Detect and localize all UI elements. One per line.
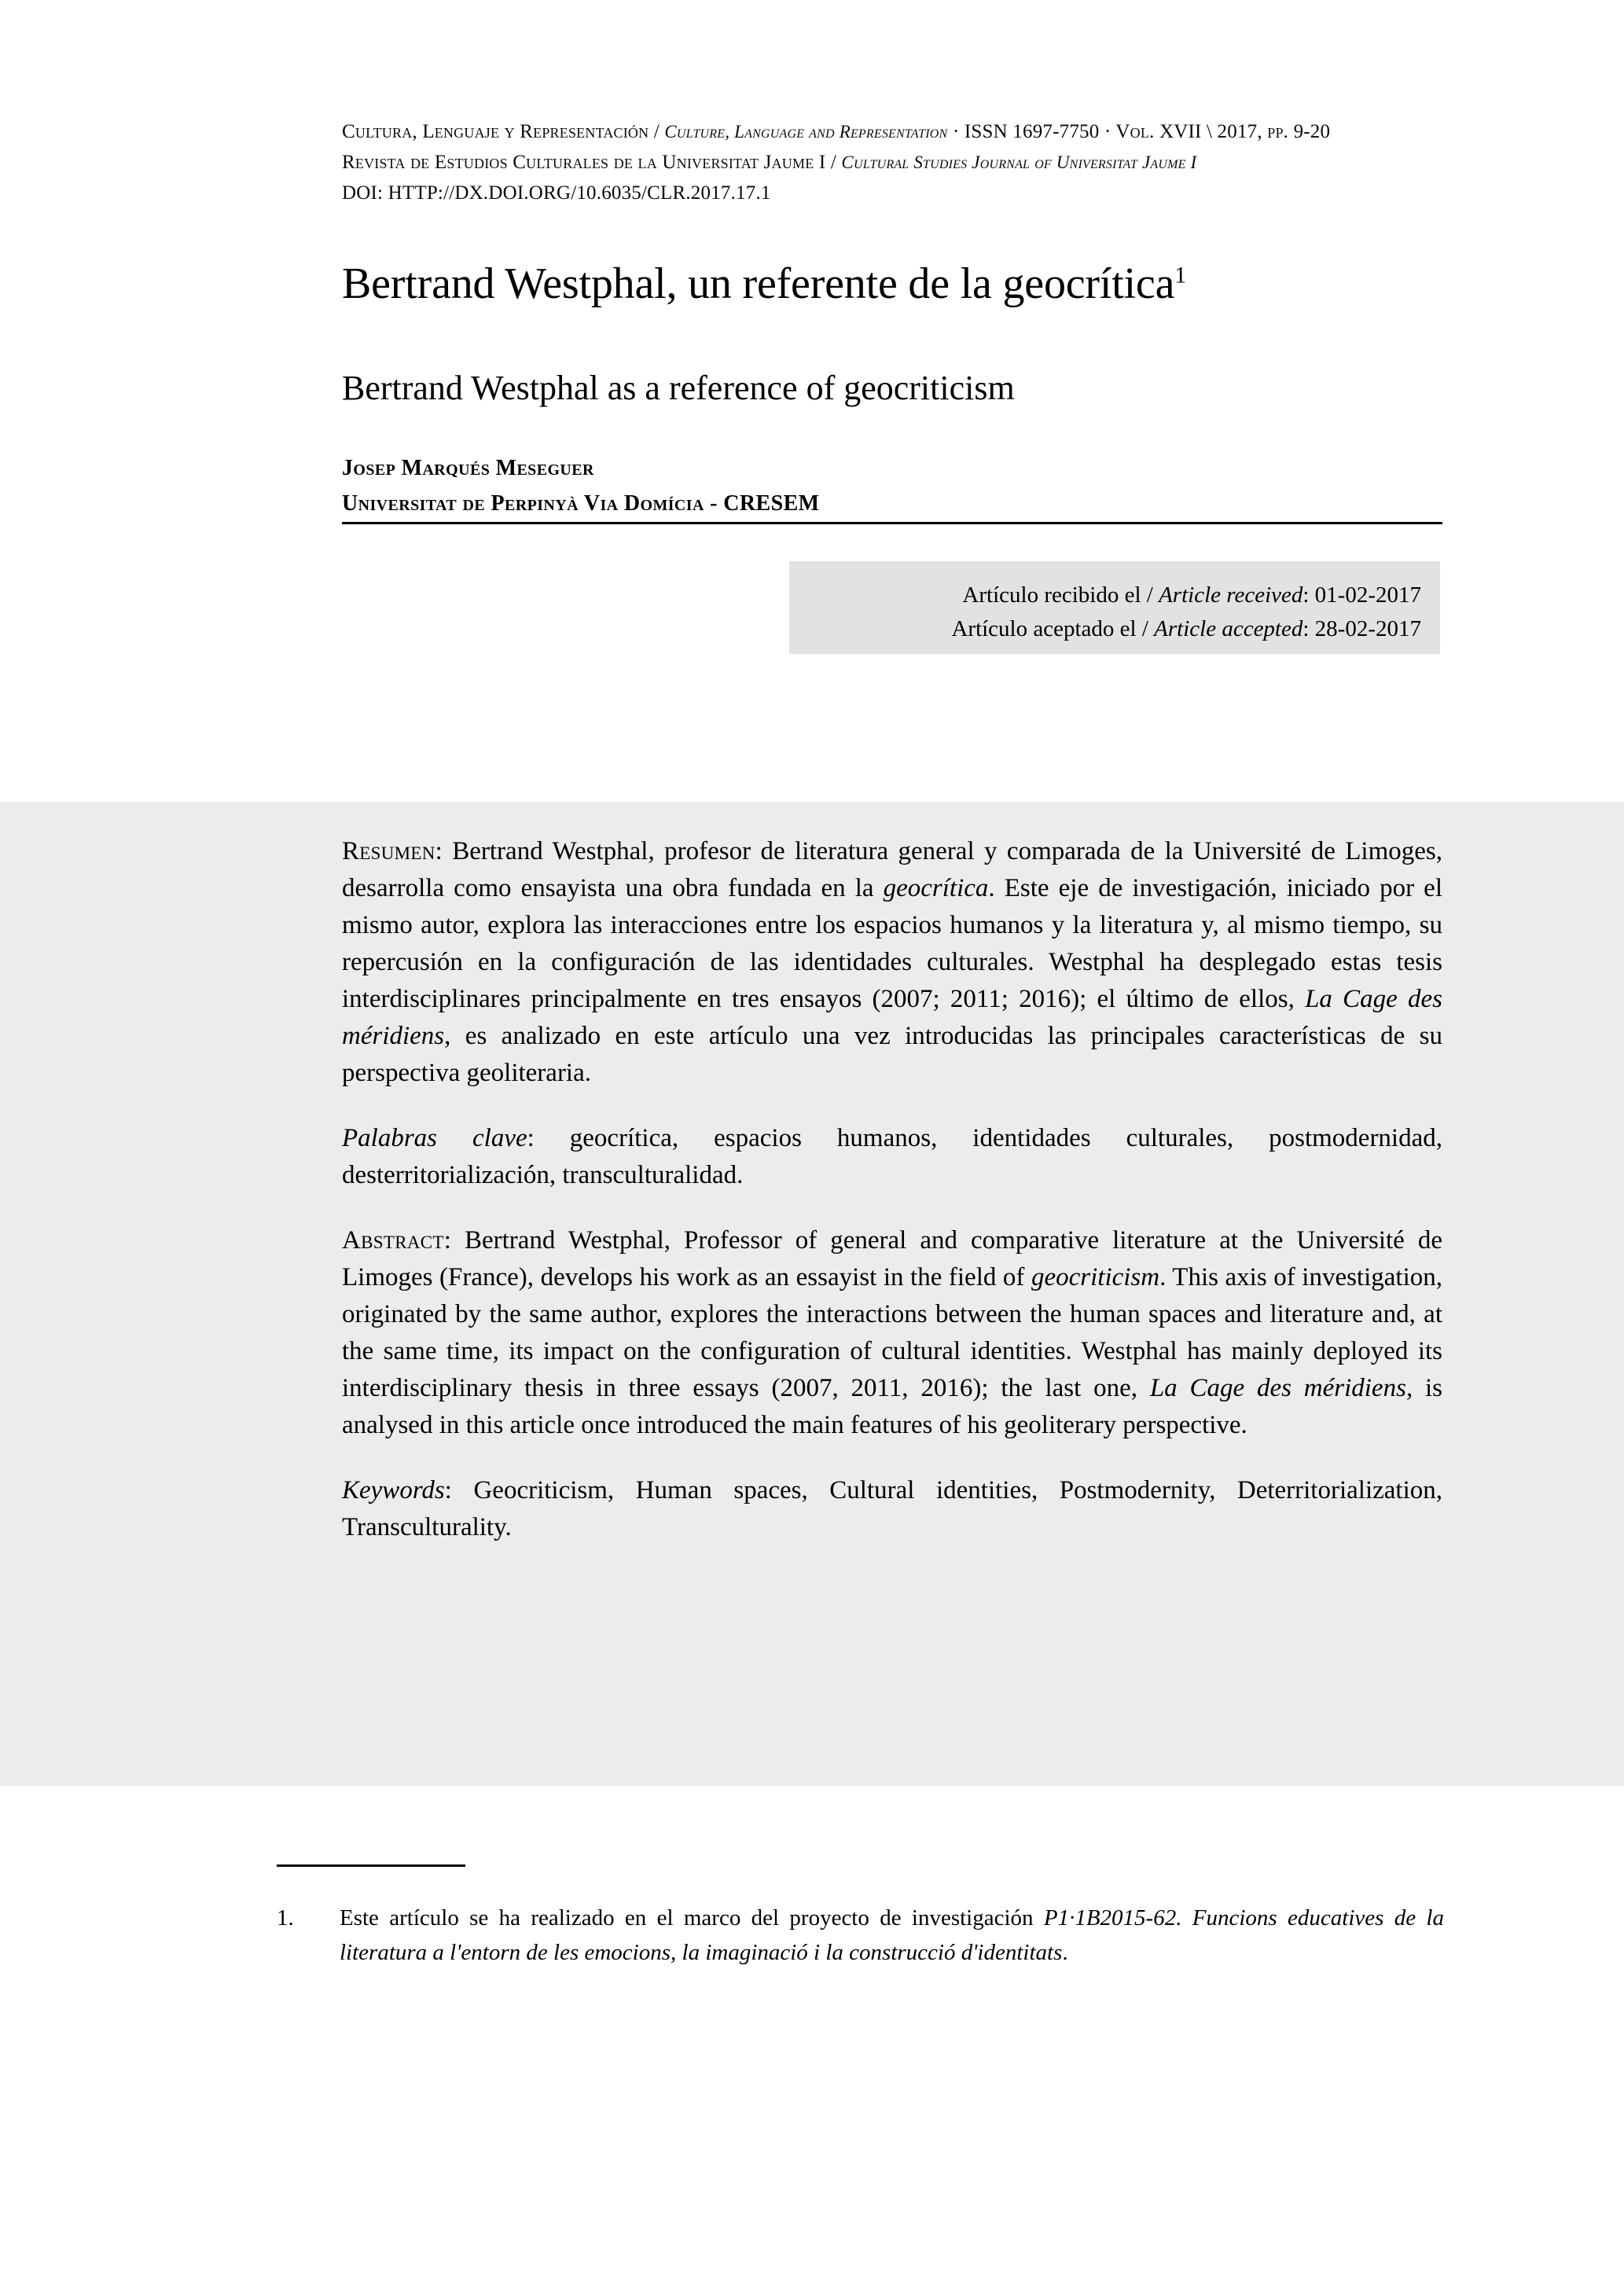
abstract-spanish [342, 833, 1442, 1092]
title-footnote-marker[interactable]: 1 [1174, 261, 1187, 288]
keywords-spanish-text: : geocrítica, espacios humanos, identidades culturales, postmodernidad, desterritorialización, transculturalidad. [342, 1124, 1442, 1189]
author-name: Josep Marqués Meseguer [342, 456, 594, 480]
keywords-spanish-label: Palabras clave [342, 1124, 527, 1152]
masthead-separator-1: / [648, 121, 665, 142]
abstract-content [342, 833, 1442, 1546]
footnote-text-2: . [1062, 1940, 1068, 1965]
keywords-english-label: Keywords [342, 1476, 445, 1504]
journal-masthead [342, 116, 1442, 208]
article-accepted-line [789, 612, 1421, 646]
author-affiliation: Universitat de Perpinyà Via Domícia - CRESEM [342, 491, 820, 516]
abstract-spanish-italic-2: La Cage des méridiens [342, 985, 1442, 1050]
masthead-separator-2: / [825, 152, 842, 173]
masthead-journal-title-es: Cultura, Lenguaje y Representación [342, 121, 649, 142]
keywords-spanish [342, 1120, 1442, 1194]
footnote-area [277, 1901, 1444, 1970]
abstract-english-label: Abstract [342, 1226, 444, 1255]
abstract-english [342, 1222, 1442, 1444]
footnote-divider [277, 1864, 465, 1867]
page-title-spanish [342, 258, 1442, 310]
masthead-line-2 [342, 147, 1442, 178]
footnote-text-1: Este artículo se ha realizado en el marco del proyecto de investigación [340, 1905, 1044, 1931]
abstract-spanish-text-1: : Bertrand Westphal, profesor de literatura general y comparada de la Université de Limoges, desarrolla como ensayista una obra fundada en la [342, 837, 1442, 902]
abstract-english-text-2: . This axis of investigation, originated by the same author, explores the interactions between the human spaces and literature and, at the same time, its impact on the configuration of cultural identities. Westphal has mainly deployed its interdisciplinary thesis in three essays (2007, 2011, 2016); the last one, [342, 1263, 1443, 1402]
masthead-line-1 [342, 116, 1442, 147]
keywords-english [342, 1472, 1442, 1546]
masthead-journal-title-en: Culture, Language and Representation [664, 122, 948, 141]
abstract-english-text-3: , is analysed in this article once introduced the main features of his geoliterary perspective. [342, 1374, 1443, 1439]
keywords-english-text: : Geocriticism, Human spaces, Cultural identities, Postmodernity, Deterritorialization, Transculturality. [342, 1476, 1442, 1541]
author-divider [342, 522, 1442, 524]
article-received-label-es: Artículo recibido el / [962, 582, 1159, 608]
article-received-label-en: Article received [1159, 582, 1303, 608]
article-received-value: : 01-02-2017 [1303, 582, 1421, 608]
page-title-english: Bertrand Westphal as a reference of geocriticism [342, 368, 1015, 407]
page-title-spanish-text: Bertrand Westphal, un referente de la geocrítica [342, 259, 1175, 308]
abstract-english-text-1: : Bertrand Westphal, Professor of general and comparative literature at the Université de Limoges (France), develops his work as an essayist in the field of [342, 1226, 1442, 1291]
article-accepted-value: : 28-02-2017 [1303, 616, 1421, 641]
footnote-text [340, 1901, 1444, 1970]
masthead-issn-volume: · ISSN 1697-7750 · Vol. XVII \ 2017, pp. 9-20 [947, 121, 1331, 142]
article-dates-box [789, 561, 1440, 654]
footnote-item [277, 1901, 1444, 1970]
abstract-spanish-label: Resumen [342, 837, 435, 865]
article-received-line [789, 579, 1421, 612]
abstract-english-italic-1: geocriticism [1031, 1263, 1160, 1291]
abstract-spanish-text-3: , es analizado en este artículo una vez introducidas las principales características de su perspectiva geoliteraria. [342, 1022, 1442, 1087]
masthead-subtitle-en: Cultural Studies Journal of Universitat Jaume I [841, 152, 1197, 172]
footnote-number: 1. [277, 1905, 294, 1931]
masthead-doi[interactable]: DOI: HTTP://DX.DOI.ORG/10.6035/CLR.2017.17.1 [342, 182, 771, 204]
abstract-english-italic-2: La Cage des méridiens [1149, 1374, 1406, 1402]
abstract-spanish-italic-1: geocrítica [883, 874, 989, 902]
masthead-subtitle-es: Revista de Estudios Culturales de la Universitat Jaume I [342, 152, 826, 173]
footnote-italic-1: P1·1B2015-62. Funcions educatives de la literatura a l'entorn de les emocions, la imaginació i la construcció d'identitats [340, 1905, 1444, 1965]
abstract-spanish-text-2: . Este eje de investigación, iniciado por el mismo autor, explora las interacciones entre los espacios humanos y la literatura y, al mismo tiempo, su repercusión en la configuración de las identidades culturales. Westphal ha desplegado estas tesis interdisciplinares principalmente en tres ensayos (2007; 2011; 2016); el último de ellos, [342, 874, 1442, 1013]
article-accepted-label-en: Article accepted [1154, 616, 1303, 641]
article-accepted-label-es: Artículo aceptado el / [951, 616, 1155, 641]
